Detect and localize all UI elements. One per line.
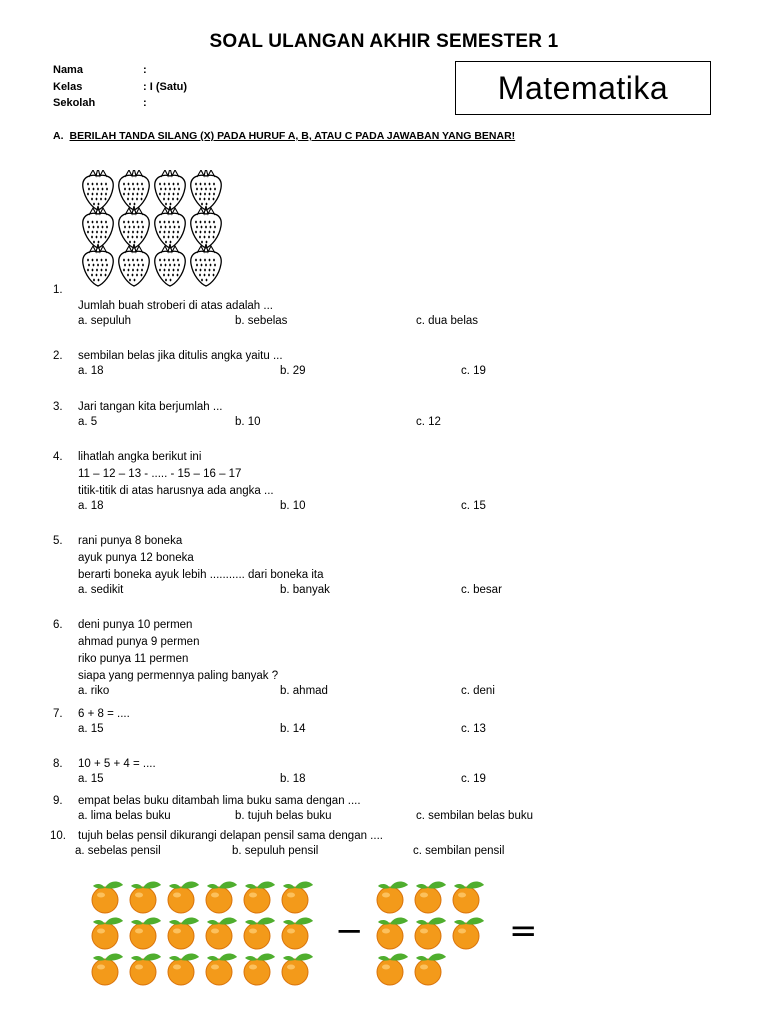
orange-icon [92, 918, 123, 949]
field-label: Nama [53, 64, 83, 76]
orange-icon [282, 918, 313, 949]
orange-icon [377, 882, 408, 913]
field-label: Kelas [53, 80, 83, 93]
section-instruction [53, 130, 515, 142]
answer-option[interactable]: a. 5 [78, 416, 98, 428]
question-number: 4. [53, 451, 63, 463]
question-text: Jari tangan kita berjumlah ... [78, 401, 223, 413]
answer-option[interactable]: a. sedikit [78, 584, 124, 596]
strawberry-icon [191, 170, 221, 210]
question-text: empat belas buku ditambah lima buku sama dengan .... [78, 795, 361, 807]
orange-icon [206, 954, 237, 985]
orange-icon [453, 918, 484, 949]
question-number: 9. [53, 795, 63, 807]
question-text: titik-titik di atas harusnya ada angka ... [78, 485, 274, 497]
strawberry-icon [83, 206, 113, 248]
answer-option[interactable]: c. sembilan belas buku [416, 810, 533, 822]
answer-option[interactable]: b. tujuh belas buku [235, 810, 332, 822]
equals-sign: = [509, 911, 538, 951]
question-text: riko punya 11 permen [78, 653, 189, 665]
question-number: 10. [50, 830, 66, 842]
student-info [53, 62, 187, 112]
orange-icon [168, 918, 199, 949]
question-number: 5. [53, 535, 63, 547]
field-value: : I (Satu) [143, 80, 187, 93]
answer-option[interactable]: a. 18 [78, 500, 104, 512]
subject-box: Matematika [455, 61, 711, 115]
field-nama [53, 62, 187, 79]
question-text: 6 + 8 = .... [78, 708, 130, 720]
question-text: tujuh belas pensil dikurangi delapan pensil sama dengan .... [78, 830, 383, 842]
field-value: : [143, 97, 147, 109]
answer-option[interactable]: b. 18 [280, 773, 306, 785]
answer-option[interactable]: b. sebelas [235, 315, 288, 327]
answer-option[interactable]: b. banyak [280, 584, 330, 596]
answer-option[interactable]: c. deni [461, 685, 495, 697]
answer-option[interactable]: c. 15 [461, 500, 486, 512]
answer-option[interactable]: a. riko [78, 685, 110, 697]
strawberry-icon [119, 206, 149, 248]
page-title: SOAL ULANGAN AKHIR SEMESTER 1 [209, 31, 559, 52]
field-value: : [143, 64, 147, 76]
strawberry-icon [83, 170, 113, 210]
minus-sign: − [335, 911, 364, 951]
answer-option[interactable]: b. ahmad [280, 685, 328, 697]
orange-icon [282, 882, 313, 913]
answer-option[interactable]: a. 15 [78, 723, 104, 735]
answer-option[interactable]: c. 13 [461, 723, 486, 735]
orange-icon [130, 882, 161, 913]
answer-option[interactable]: c. 19 [461, 365, 486, 377]
orange-icon [92, 882, 123, 913]
question-text: Jumlah buah stroberi di atas adalah ... [78, 300, 273, 312]
strawberry-icon [83, 244, 113, 286]
orange-icon [244, 882, 275, 913]
field-sekolah [53, 95, 187, 112]
strawberry-icon [119, 244, 149, 286]
answer-option[interactable]: b. sepuluh pensil [232, 845, 319, 857]
orange-subtraction-illustration [85, 876, 555, 991]
answer-option[interactable]: c. sembilan pensil [413, 845, 505, 857]
answer-option[interactable]: c. dua belas [416, 315, 479, 327]
answer-option[interactable]: c. 12 [416, 416, 441, 428]
answer-option[interactable]: b. 14 [280, 723, 306, 735]
answer-option[interactable]: a. 15 [78, 773, 104, 785]
question-text: rani punya 8 boneka [78, 535, 183, 547]
orange-icon [453, 882, 484, 913]
question-text: 10 + 5 + 4 = .... [78, 758, 156, 770]
orange-icon [282, 954, 313, 985]
answer-option[interactable]: c. besar [461, 584, 502, 596]
question-text: sembilan belas jika ditulis angka yaitu ... [78, 350, 283, 362]
strawberry-icon [155, 244, 185, 286]
strawberry-icon [155, 170, 185, 210]
question-number: 7. [53, 708, 63, 720]
orange-icon [206, 882, 237, 913]
answer-option[interactable]: a. sepuluh [78, 315, 132, 327]
question-text: ahmad punya 9 permen [78, 636, 200, 648]
answer-option[interactable]: a. 18 [78, 365, 104, 377]
section-marker: A. [53, 130, 64, 142]
strawberry-icon [191, 206, 221, 248]
orange-icon [168, 882, 199, 913]
orange-icon [244, 918, 275, 949]
orange-icon [168, 954, 199, 985]
answer-option[interactable]: b. 10 [280, 500, 306, 512]
strawberry-icon [155, 206, 185, 248]
orange-icon [206, 918, 237, 949]
instruction-text: BERILAH TANDA SILANG (X) PADA HURUF A, B, ATAU C PADA JAWABAN YANG BENAR! [69, 130, 516, 142]
field-kelas [53, 79, 187, 96]
orange-icon [130, 918, 161, 949]
orange-icon [415, 882, 446, 913]
question-text: 11 – 12 – 13 - ..... - 15 – 16 – 17 [78, 468, 242, 480]
answer-option[interactable]: c. 19 [461, 773, 486, 785]
answer-option[interactable]: a. sebelas pensil [75, 845, 161, 857]
orange-icon [377, 918, 408, 949]
question-number: 2. [53, 350, 63, 362]
orange-icon [377, 954, 408, 985]
strawberry-icon [119, 170, 149, 210]
answer-option[interactable]: b. 29 [280, 365, 306, 377]
question-number: 3. [53, 401, 63, 413]
field-label: Sekolah [53, 97, 96, 109]
question-number: 8. [53, 758, 63, 770]
strawberry-icon [191, 244, 221, 286]
question-text: siapa yang permennya paling banyak ? [78, 670, 279, 682]
orange-icon [244, 954, 275, 985]
question-number: 1. [53, 284, 63, 296]
question-text: deni punya 10 permen [78, 619, 193, 631]
answer-option[interactable]: b. 10 [235, 416, 261, 428]
answer-option[interactable]: a. lima belas buku [78, 810, 171, 822]
question-number: 6. [53, 619, 63, 631]
orange-icon [415, 918, 446, 949]
orange-icon [130, 954, 161, 985]
strawberry-illustration [80, 170, 230, 290]
orange-icon [415, 954, 446, 985]
orange-icon [92, 954, 123, 985]
question-text: lihatlah angka berikut ini [78, 451, 202, 463]
question-text: berarti boneka ayuk lebih ........... dari boneka ita [78, 569, 324, 581]
question-text: ayuk punya 12 boneka [78, 552, 194, 564]
